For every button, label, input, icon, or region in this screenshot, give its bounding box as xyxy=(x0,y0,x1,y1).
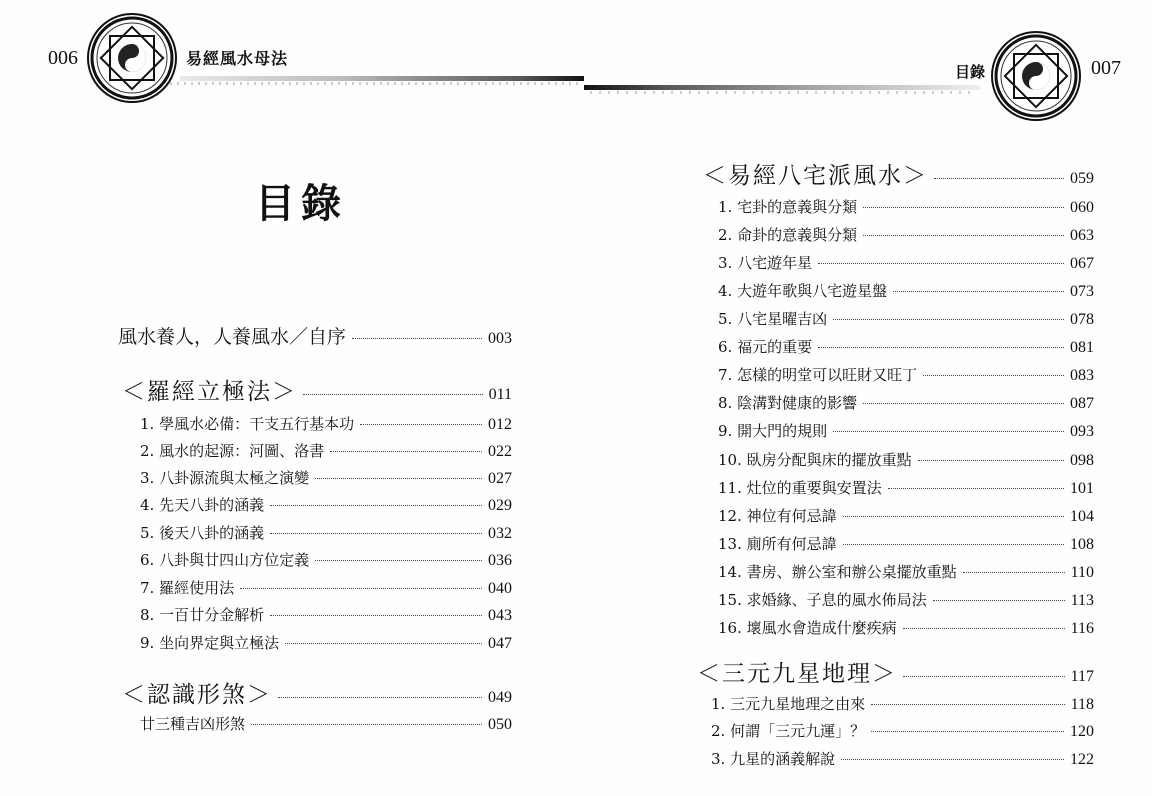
header-rule-texture-right xyxy=(590,91,970,94)
dot-leader xyxy=(270,615,482,616)
dot-leader xyxy=(330,451,482,452)
toc-section-heading xyxy=(122,373,512,403)
entry-page: 050 xyxy=(488,716,512,733)
entry-page: 032 xyxy=(488,525,512,542)
toc-entry xyxy=(718,533,1094,555)
entry-page: 108 xyxy=(1070,536,1094,553)
running-header-toc: 目錄 xyxy=(955,63,986,81)
entry-label: 1. 三元九星地理之由來 xyxy=(711,695,866,713)
dot-leader xyxy=(871,704,1065,705)
toc-entry xyxy=(718,477,1094,499)
entry-label: 1. 宅卦的意義與分類 xyxy=(718,198,858,216)
entry-label: 8. 陰溝對健康的影響 xyxy=(718,394,858,412)
entry-page: 101 xyxy=(1070,480,1094,497)
entry-label: 2. 命卦的意義與分類 xyxy=(718,226,858,244)
dot-leader xyxy=(933,600,1065,601)
entry-page: 078 xyxy=(1070,311,1094,328)
toc-entry xyxy=(140,632,512,654)
toc-entry xyxy=(718,364,1094,386)
dot-leader xyxy=(251,724,482,725)
toc-entry xyxy=(140,713,512,735)
toc-entry xyxy=(718,280,1094,302)
entry-label: 14. 書房、辦公室和辦公桌擺放重點 xyxy=(718,563,957,581)
entry-label: 6. 福元的重要 xyxy=(718,338,813,356)
section-title: ＜三元九星地理＞ xyxy=(697,661,897,687)
entry-page: 063 xyxy=(1070,227,1094,244)
dot-leader xyxy=(893,291,1064,292)
toc-entry xyxy=(140,494,512,516)
dot-leader xyxy=(315,478,482,479)
book-title: 易經風水母法 xyxy=(186,49,289,68)
entry-label: 6. 八卦與廿四山方位定義 xyxy=(140,551,310,569)
toc-entry xyxy=(718,505,1094,527)
header-rule-left xyxy=(180,76,584,81)
dot-leader xyxy=(315,560,482,561)
entry-label: 9. 開大門的規則 xyxy=(718,422,828,440)
toc-entry xyxy=(140,577,512,599)
entry-page: 012 xyxy=(488,416,512,433)
entry-label: 4. 先天八卦的涵義 xyxy=(140,496,265,514)
header-rule-right xyxy=(584,85,980,90)
section-title: ＜羅經立極法＞ xyxy=(122,379,297,405)
toc-entry xyxy=(718,617,1094,639)
compass-emblem-icon xyxy=(990,30,1082,122)
dot-leader xyxy=(934,178,1064,179)
entry-page: 110 xyxy=(1070,564,1094,581)
dot-leader xyxy=(888,488,1064,489)
toc-entry xyxy=(718,561,1094,583)
toc-entry xyxy=(140,440,512,462)
entry-label: 2. 何謂「三元九運」？ xyxy=(711,722,866,740)
dot-leader xyxy=(923,375,1064,376)
entry-page: 104 xyxy=(1070,508,1094,525)
page-number-right: 007 xyxy=(1091,57,1121,79)
entry-page: 040 xyxy=(488,580,512,597)
entry-page: 113 xyxy=(1070,592,1094,609)
entry-page: 067 xyxy=(1070,255,1094,272)
section-title: ＜認識形煞＞ xyxy=(122,682,272,708)
entry-label: 3. 九星的涵義解說 xyxy=(711,750,836,768)
entry-page: 029 xyxy=(488,497,512,514)
section-page: 049 xyxy=(488,689,512,706)
entry-page: 120 xyxy=(1070,723,1094,740)
toc-entry xyxy=(718,420,1094,442)
entry-label: 12. 神位有何忌諱 xyxy=(718,507,837,525)
entry-label: 8. 一百廿分金解析 xyxy=(140,606,265,624)
dot-leader xyxy=(818,263,1064,264)
entry-page: 083 xyxy=(1070,367,1094,384)
toc-entry xyxy=(140,467,512,489)
entry-page: 047 xyxy=(488,635,512,652)
entry-label: 5. 八宅星曜吉凶 xyxy=(718,310,828,328)
entry-page: 098 xyxy=(1070,452,1094,469)
dot-leader xyxy=(871,731,1064,732)
dot-leader xyxy=(843,544,1064,545)
dot-leader xyxy=(863,235,1064,236)
toc-entry xyxy=(718,449,1094,471)
toc-entry xyxy=(718,392,1094,414)
entry-page: 116 xyxy=(1070,620,1094,637)
entry-label: 風水養人，人養風水／自序 xyxy=(118,326,347,348)
entry-page: 093 xyxy=(1070,423,1094,440)
toc-entry xyxy=(140,604,512,626)
dot-leader xyxy=(963,572,1065,573)
toc-entry xyxy=(718,224,1094,246)
dot-leader xyxy=(833,319,1064,320)
entry-label: 3. 八卦源流與太極之演變 xyxy=(140,469,310,487)
entry-label: 7. 怎樣的明堂可以旺財又旺丁 xyxy=(718,366,918,384)
entry-label: 11. 灶位的重要與安置法 xyxy=(718,479,882,497)
entry-label: 15. 求婚緣、子息的風水佈局法 xyxy=(718,591,927,609)
entry-label: 3. 八宅遊年星 xyxy=(718,254,813,272)
toc-entry-preface xyxy=(118,322,512,348)
entry-page: 027 xyxy=(488,470,512,487)
toc-entry xyxy=(711,748,1094,770)
dot-leader xyxy=(240,588,482,589)
dot-leader xyxy=(270,533,482,534)
entry-label: 10. 臥房分配與床的擺放重點 xyxy=(718,451,912,469)
dot-leader xyxy=(360,424,482,425)
dot-leader xyxy=(863,207,1064,208)
dot-leader xyxy=(903,628,1065,629)
entry-page: 081 xyxy=(1070,339,1094,356)
toc-section-heading xyxy=(697,655,1094,685)
page-number-left: 006 xyxy=(48,47,78,69)
toc-entry xyxy=(718,589,1094,611)
entry-page: 073 xyxy=(1070,283,1094,300)
page-title: 目錄 xyxy=(255,180,347,227)
entry-label: 16. 壞風水會造成什麼疾病 xyxy=(718,619,897,637)
entry-page: 003 xyxy=(488,330,512,347)
entry-page: 118 xyxy=(1070,696,1094,713)
toc-entry xyxy=(140,522,512,544)
toc-entry xyxy=(140,549,512,571)
entry-page: 036 xyxy=(488,552,512,569)
entry-label: 9. 坐向界定與立極法 xyxy=(140,634,280,652)
dot-leader xyxy=(903,676,1065,677)
entry-page: 022 xyxy=(488,443,512,460)
toc-section-heading xyxy=(122,676,512,706)
dot-leader xyxy=(843,516,1064,517)
entry-label: 13. 廁所有何忌諱 xyxy=(718,535,837,553)
dot-leader xyxy=(863,403,1064,404)
toc-entry xyxy=(718,308,1094,330)
entry-page: 060 xyxy=(1070,199,1094,216)
toc-entry xyxy=(711,720,1094,742)
entry-label: 1. 學風水必備：干支五行基本功 xyxy=(140,415,355,433)
dot-leader xyxy=(270,505,482,506)
toc-entry xyxy=(718,336,1094,358)
section-title: ＜易經八宅派風水＞ xyxy=(703,163,928,189)
toc-section-heading xyxy=(703,157,1094,187)
toc-entry xyxy=(140,413,512,435)
header-rule-texture-left xyxy=(170,82,580,85)
section-page: 059 xyxy=(1070,170,1094,187)
section-page: 117 xyxy=(1070,668,1094,685)
toc-entry xyxy=(718,196,1094,218)
entry-label: 2. 風水的起源：河圖、洛書 xyxy=(140,442,325,460)
compass-emblem-icon xyxy=(86,12,178,104)
entry-page: 043 xyxy=(488,607,512,624)
dot-leader xyxy=(278,697,482,698)
entry-label: 5. 後天八卦的涵義 xyxy=(140,524,265,542)
entry-label: 4. 大遊年歌與八宅遊星盤 xyxy=(718,282,888,300)
dot-leader xyxy=(352,338,482,339)
entry-label: 廿三種吉凶形煞 xyxy=(140,715,246,733)
toc-entry xyxy=(711,693,1094,715)
entry-page: 087 xyxy=(1070,395,1094,412)
dot-leader xyxy=(833,431,1064,432)
entry-label: 7. 羅經使用法 xyxy=(140,579,235,597)
dot-leader xyxy=(918,460,1064,461)
dot-leader xyxy=(841,759,1064,760)
section-page: 011 xyxy=(488,386,512,403)
toc-entry xyxy=(718,252,1094,274)
dot-leader xyxy=(303,394,483,395)
dot-leader xyxy=(818,347,1064,348)
dot-leader xyxy=(285,643,482,644)
entry-page: 122 xyxy=(1070,751,1094,768)
